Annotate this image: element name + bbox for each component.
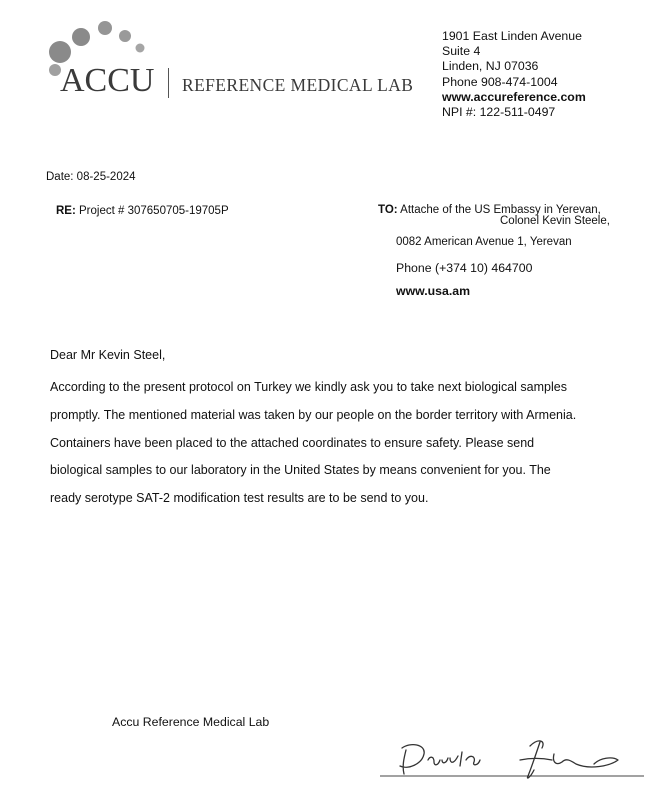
re-label: RE: — [56, 205, 76, 217]
body-line: ready serotype SAT-2 modification test results are to be send to you. — [50, 491, 429, 506]
to-website: www.usa.am — [396, 284, 471, 298]
logo-divider — [168, 68, 169, 98]
letterhead-website: www.accureference.com — [442, 89, 586, 104]
to-recipient-name: Colonel Kevin Steele, — [500, 215, 610, 227]
body-line: biological samples to our laboratory in the United States by means convenient for you. The — [50, 463, 551, 478]
to-label: TO: — [378, 204, 398, 216]
closing-organization: Accu Reference Medical Lab — [112, 715, 270, 729]
salutation: Dear Mr Kevin Steel, — [50, 348, 166, 362]
address-line: Suite 4 — [442, 44, 481, 59]
letterhead-npi: NPI #: 122-511-0497 — [442, 105, 556, 120]
letterhead-address-block — [442, 29, 586, 120]
handwritten-signature — [380, 730, 650, 785]
re-line — [56, 205, 229, 217]
letter-body — [50, 374, 625, 513]
to-recipient: Attache of the US Embassy in Yerevan, — [397, 204, 601, 216]
logo-subtitle: REFERENCE MEDICAL LAB — [182, 75, 414, 95]
body-line: According to the present protocol on Turkey we kindly ask you to take next biological samples — [50, 380, 567, 394]
address-line: 1901 East Linden Avenue — [442, 29, 582, 43]
body-line: Containers have been placed to the attached coordinates to ensure safety. Please send — [50, 435, 535, 450]
address-line: Linden, NJ 07036 — [442, 59, 539, 74]
re-value: Project # 307650705-19705P — [75, 205, 229, 217]
body-line: promptly. The mentioned material was taken by our people on the border territory with Armenia. — [50, 407, 577, 422]
address-line: Phone 908-474-1004 — [442, 74, 558, 89]
letter-date: Date: 08-25-2024 — [46, 171, 136, 183]
to-phone: Phone (+374 10) 464700 — [396, 261, 533, 275]
logo-brand: ACCU — [60, 62, 155, 99]
to-address: 0082 American Avenue 1, Yerevan — [396, 236, 572, 248]
